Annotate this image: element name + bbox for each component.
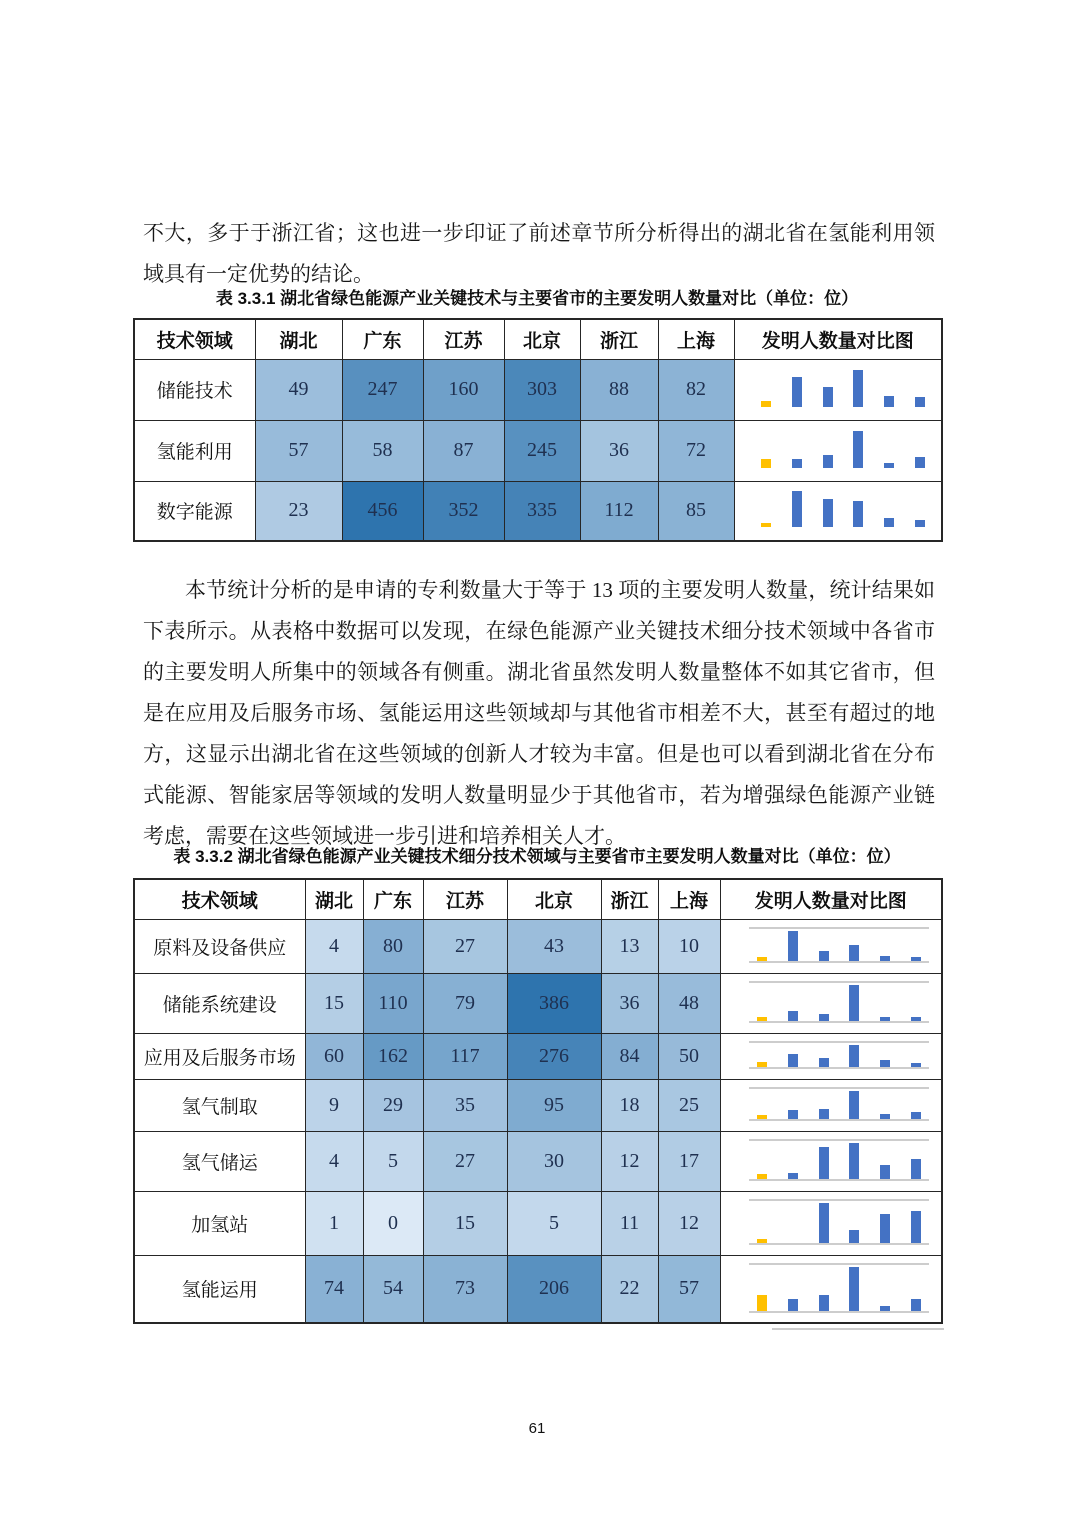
header-region: 浙江 <box>580 319 658 359</box>
bar-blue <box>884 396 894 407</box>
bar-blue <box>788 931 798 961</box>
row-label: 储能系统建设 <box>134 973 305 1033</box>
value-cell: 27 <box>423 919 507 973</box>
bar-blue <box>911 1299 921 1311</box>
chart-cell <box>720 1131 942 1191</box>
value-cell: 335 <box>504 481 580 541</box>
bar-blue <box>819 1147 829 1179</box>
mini-bar-chart <box>749 1139 929 1181</box>
value-cell: 30 <box>507 1131 601 1191</box>
page-number: 61 <box>528 1420 546 1437</box>
bar-hubei-yellow <box>761 523 771 527</box>
header-region: 上海 <box>658 879 720 919</box>
bar-blue <box>849 1091 859 1119</box>
value-cell: 5 <box>363 1131 423 1191</box>
value-cell: 29 <box>363 1079 423 1131</box>
bar-hubei-yellow <box>757 1239 767 1243</box>
chart-cell <box>734 420 942 481</box>
value-cell: 23 <box>255 481 342 541</box>
value-cell: 49 <box>255 359 342 420</box>
bar-blue <box>884 518 894 527</box>
bar-blue <box>880 1214 890 1243</box>
value-cell: 160 <box>423 359 504 420</box>
bar-hubei-yellow <box>761 459 771 468</box>
table-row <box>134 359 942 420</box>
bar-blue <box>849 945 859 961</box>
value-cell: 80 <box>363 919 423 973</box>
bar-blue <box>849 985 859 1021</box>
bar-blue <box>849 1143 859 1179</box>
mini-bar-chart <box>749 981 929 1023</box>
value-cell: 456 <box>342 481 423 541</box>
chart-cell <box>720 1191 942 1255</box>
header-region: 湖北 <box>305 879 363 919</box>
row-label: 加氢站 <box>134 1191 305 1255</box>
value-cell: 22 <box>601 1255 658 1323</box>
bar-blue <box>853 370 863 407</box>
value-cell: 112 <box>580 481 658 541</box>
table-row <box>134 420 942 481</box>
mini-bar-chart <box>749 1199 929 1245</box>
value-cell: 15 <box>305 973 363 1033</box>
bar-hubei-yellow <box>761 401 771 407</box>
value-cell: 18 <box>601 1079 658 1131</box>
row-label: 应用及后服务市场 <box>134 1033 305 1079</box>
value-cell: 0 <box>363 1191 423 1255</box>
bar-blue <box>849 1045 859 1067</box>
bar-blue <box>819 1014 829 1021</box>
chart-cell <box>720 919 942 973</box>
bar-blue <box>819 951 829 961</box>
bar-hubei-yellow <box>757 1174 767 1179</box>
value-cell: 303 <box>504 359 580 420</box>
bar-blue <box>788 1110 798 1119</box>
bar-blue <box>819 1058 829 1067</box>
bar-blue <box>788 1299 798 1311</box>
bar-blue <box>849 1230 859 1243</box>
chart-cell <box>734 481 942 541</box>
bar-blue <box>911 1063 921 1067</box>
chart-cell <box>720 1255 942 1323</box>
value-cell: 48 <box>658 973 720 1033</box>
chart-cell <box>720 1033 942 1079</box>
bar-blue <box>853 431 863 468</box>
value-cell: 245 <box>504 420 580 481</box>
bar-blue <box>819 1203 829 1243</box>
paragraph-1: 不大，多于于浙江省；这也进一步印证了前述章节所分析得出的湖北省在氢能利用领域具有一定优势的结论。 <box>143 221 935 286</box>
header-region: 上海 <box>658 319 734 359</box>
bar-hubei-yellow <box>757 1017 767 1021</box>
table-row <box>134 973 942 1033</box>
value-cell: 15 <box>423 1191 507 1255</box>
value-cell: 74 <box>305 1255 363 1323</box>
value-cell: 10 <box>658 919 720 973</box>
chart-cell <box>720 1079 942 1131</box>
bar-blue <box>849 1267 859 1311</box>
value-cell: 36 <box>580 420 658 481</box>
overflow-mini-bar-chart <box>772 1328 944 1390</box>
bar-blue <box>788 1011 798 1021</box>
mini-bar-chart <box>749 1087 929 1121</box>
row-label: 氢气制取 <box>134 1079 305 1131</box>
header-region: 广东 <box>363 879 423 919</box>
value-cell: 87 <box>423 420 504 481</box>
table-1-caption: 表 3.3.1 湖北省绿色能源产业关键技术与主要省市的主要发明人数量对比（单位：位） <box>215 289 859 308</box>
bar-blue <box>880 956 890 961</box>
bar-hubei-yellow <box>757 957 767 961</box>
row-label: 氢气储运 <box>134 1131 305 1191</box>
row-label: 原料及设备供应 <box>134 919 305 973</box>
header-field: 技术领域 <box>134 879 305 919</box>
row-label: 氢能利用 <box>134 420 255 481</box>
chart-cell <box>720 973 942 1033</box>
mini-bar-chart <box>757 429 929 468</box>
value-cell: 12 <box>601 1131 658 1191</box>
value-cell: 206 <box>507 1255 601 1323</box>
table-row <box>134 1033 942 1079</box>
header-field: 技术领域 <box>134 319 255 359</box>
value-cell: 386 <box>507 973 601 1033</box>
header-region: 广东 <box>342 319 423 359</box>
value-cell: 72 <box>658 420 734 481</box>
bar-blue <box>911 957 921 961</box>
row-label: 数字能源 <box>134 481 255 541</box>
value-cell: 73 <box>423 1255 507 1323</box>
mini-bar-chart <box>749 1263 929 1313</box>
bar-blue <box>911 1159 921 1179</box>
value-cell: 17 <box>658 1131 720 1191</box>
bar-blue <box>792 459 802 468</box>
header-region: 江苏 <box>423 319 504 359</box>
bar-blue <box>880 1165 890 1179</box>
bar-blue <box>911 1211 921 1243</box>
table-3-3-2 <box>133 878 943 1324</box>
value-cell: 11 <box>601 1191 658 1255</box>
header-region: 江苏 <box>423 879 507 919</box>
table-2-caption: 表 3.3.2 湖北省绿色能源产业关键技术细分技术领域与主要省市主要发明人数量对比（单位：位） <box>173 847 901 866</box>
value-cell: 58 <box>342 420 423 481</box>
table-row <box>134 919 942 973</box>
header-region: 北京 <box>504 319 580 359</box>
bar-blue <box>788 1054 798 1067</box>
value-cell: 1 <box>305 1191 363 1255</box>
bar-blue <box>880 1114 890 1119</box>
value-cell: 35 <box>423 1079 507 1131</box>
value-cell: 79 <box>423 973 507 1033</box>
value-cell: 12 <box>658 1191 720 1255</box>
table-row <box>134 1255 942 1323</box>
bar-blue <box>880 1306 890 1311</box>
value-cell: 9 <box>305 1079 363 1131</box>
bar-hubei-yellow <box>757 1295 767 1311</box>
bar-blue <box>853 501 863 527</box>
mini-bar-chart <box>757 368 929 407</box>
bar-blue <box>823 499 833 527</box>
table-row <box>134 481 942 541</box>
row-label: 氢能运用 <box>134 1255 305 1323</box>
paragraph-2: 本节统计分析的是申请的专利数量大于等于 13 项的主要发明人数量，统计结果如下表所示。从表格中数据可以发现，在绿色能源产业关键技术细分技术领域中各省市的主要发明人所集中的领域各有侧重。湖北省虽然发明人数量整体不如其它省市，但是在应用及后服务市场、氢能运用这些领域却与其他省市相差不大，甚至有超过的地方，这显示出湖北省在这些领域的创新人才较为丰富。但是也可以看到湖北省在分布式能源、智能家居等领域的发明人数量明显少于其他省市，若为增强绿色能源产业链考虑，需要在这些领域进一步引进和培养相关人才。 <box>143 578 935 848</box>
bar-blue <box>792 491 802 527</box>
bar-blue <box>819 1109 829 1119</box>
value-cell: 60 <box>305 1033 363 1079</box>
value-cell: 50 <box>658 1033 720 1079</box>
table-row <box>134 1191 942 1255</box>
value-cell: 57 <box>255 420 342 481</box>
header-chart: 发明人数量对比图 <box>720 879 942 919</box>
bar-blue <box>911 1112 921 1119</box>
value-cell: 110 <box>363 973 423 1033</box>
bar-blue <box>788 1173 798 1179</box>
value-cell: 95 <box>507 1079 601 1131</box>
bar-blue <box>915 397 925 407</box>
bar-hubei-yellow <box>757 1062 767 1067</box>
row-label: 储能技术 <box>134 359 255 420</box>
bar-blue <box>915 457 925 468</box>
header-chart: 发明人数量对比图 <box>734 319 942 359</box>
mini-bar-chart <box>749 927 929 963</box>
mini-bar-chart <box>749 1041 929 1069</box>
value-cell: 27 <box>423 1131 507 1191</box>
mini-bar-chart <box>757 489 929 527</box>
value-cell: 88 <box>580 359 658 420</box>
value-cell: 36 <box>601 973 658 1033</box>
table-row <box>134 1079 942 1131</box>
value-cell: 43 <box>507 919 601 973</box>
bar-hubei-yellow <box>757 1115 767 1119</box>
value-cell: 25 <box>658 1079 720 1131</box>
value-cell: 85 <box>658 481 734 541</box>
value-cell: 84 <box>601 1033 658 1079</box>
value-cell: 276 <box>507 1033 601 1079</box>
value-cell: 352 <box>423 481 504 541</box>
bar-blue <box>792 377 802 407</box>
value-cell: 4 <box>305 1131 363 1191</box>
chart-cell <box>734 359 942 420</box>
header-row <box>134 879 942 919</box>
table-3-3-1 <box>133 318 943 542</box>
value-cell: 57 <box>658 1255 720 1323</box>
table-row <box>134 1131 942 1191</box>
header-region: 湖北 <box>255 319 342 359</box>
value-cell: 54 <box>363 1255 423 1323</box>
bar-blue <box>819 1295 829 1311</box>
value-cell: 82 <box>658 359 734 420</box>
bar-blue <box>880 1017 890 1021</box>
bar-blue <box>884 463 894 468</box>
header-region: 浙江 <box>601 879 658 919</box>
header-row <box>134 319 942 359</box>
bar-blue <box>823 387 833 407</box>
value-cell: 117 <box>423 1033 507 1079</box>
bar-blue <box>915 520 925 527</box>
value-cell: 13 <box>601 919 658 973</box>
value-cell: 162 <box>363 1033 423 1079</box>
header-region: 北京 <box>507 879 601 919</box>
value-cell: 4 <box>305 919 363 973</box>
value-cell: 247 <box>342 359 423 420</box>
bar-blue <box>823 455 833 468</box>
value-cell: 5 <box>507 1191 601 1255</box>
bar-blue <box>911 1017 921 1021</box>
bar-blue <box>880 1060 890 1067</box>
